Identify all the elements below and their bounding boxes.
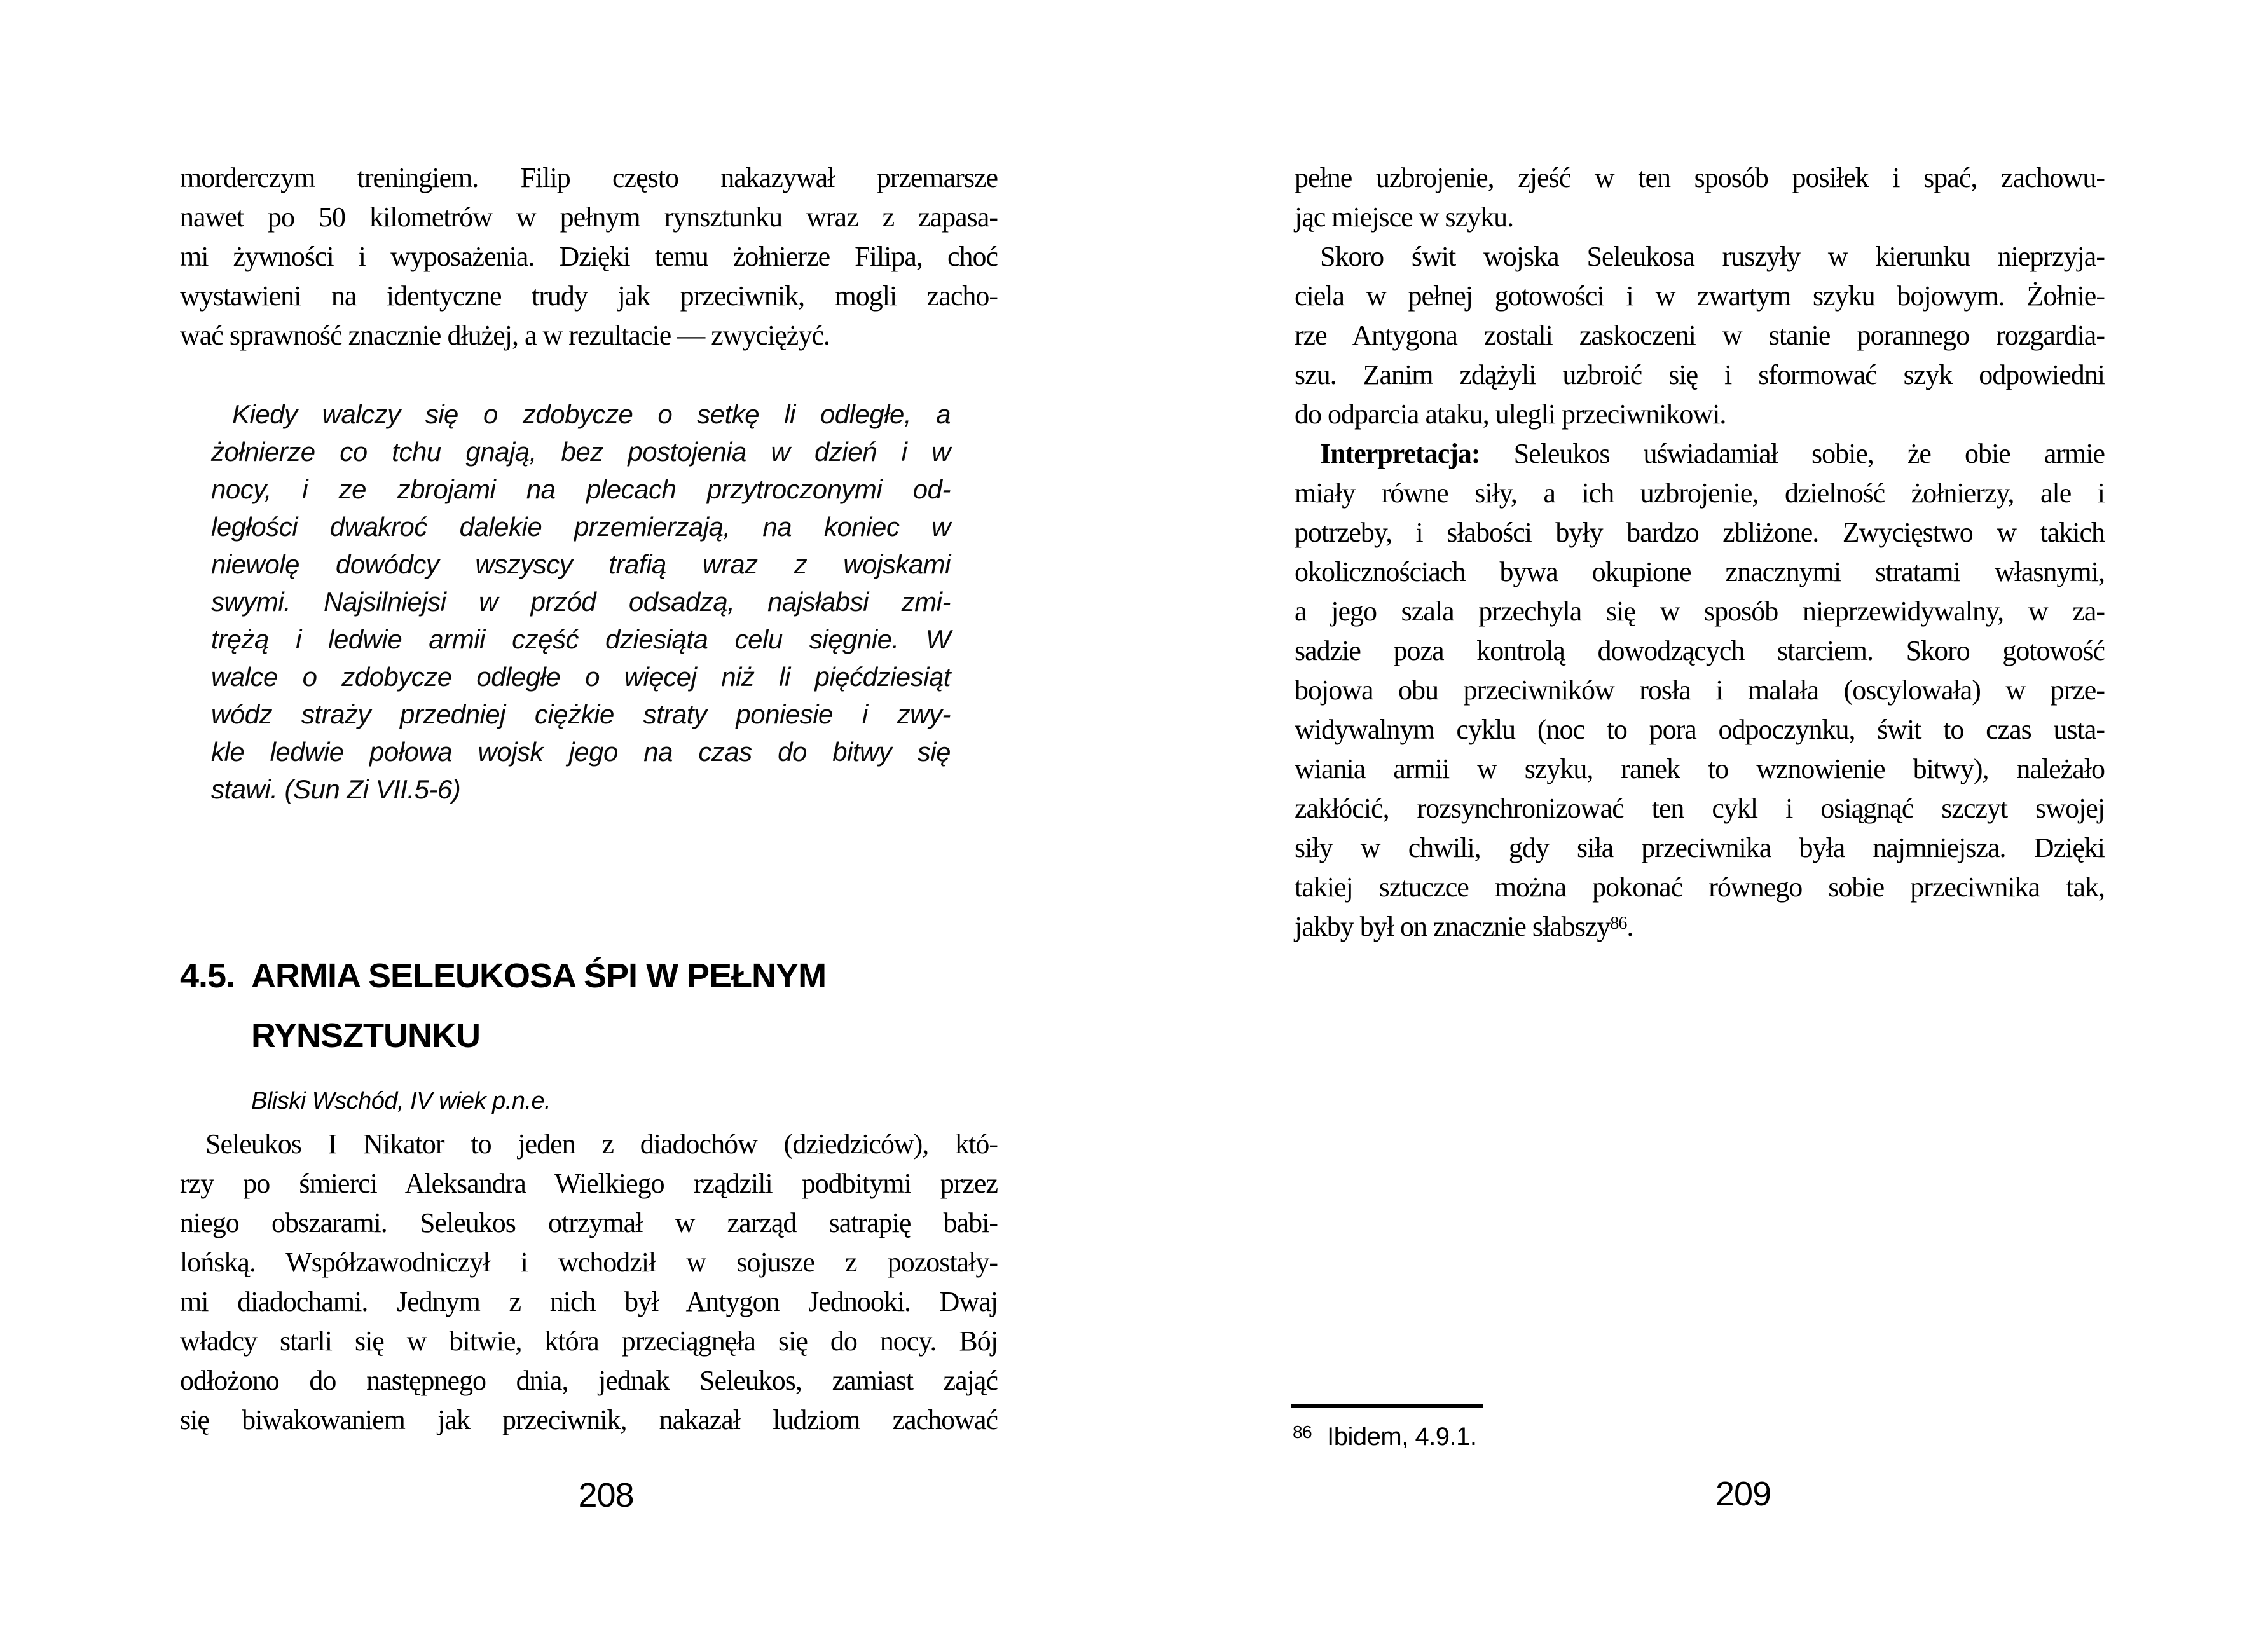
text-line: bojowa obu przeciwników rosła i malała (oscylowała) w prze- (1295, 675, 2105, 706)
text-line: lońską. Współzawodniczył i wchodził w sojusze z pozostały- (180, 1247, 998, 1278)
text-line: swymi. Najsilniejsi w przód odsadzą, najsłabsi zmi- (211, 587, 951, 617)
footnote (1293, 1420, 1477, 1453)
last-line-punct: . (1626, 911, 1633, 942)
text-line: Seleukos I Nikator to jeden z diadochów (dziedziców), któ- (205, 1128, 998, 1160)
text-line: stawi. (Sun Zi VII.5-6) (211, 774, 461, 804)
footnote-reference: 86 (1610, 914, 1627, 933)
text-line: siły w chwili, gdy siła przeciwnika była najmniejsza. Dzięki (1295, 832, 2105, 863)
text-line: okolicznościach bywa okupione znacznymi stratami własnymi, (1295, 556, 2105, 587)
text-line: morderczym treningiem. Filip często nakazywał przemarsze (180, 162, 998, 193)
text-line: odłożono do następnego dnia, jednak Seleukos, zamiast zająć (180, 1365, 998, 1396)
text-line: ciela w pełnej gotowości i w zwartym szyku bojowym. Żołnie- (1295, 280, 2105, 312)
text-line: wódz straży przedniej ciężkie straty poniesie i zwy- (211, 699, 951, 729)
text-line: Skoro świt wojska Seleukosa ruszyły w kierunku nieprzyja- (1320, 241, 2105, 272)
right-text-column (1295, 158, 2105, 947)
page-number-left: 208 (578, 1476, 634, 1514)
text-line: a jego szala przechyla się w sposób nieprzewidywalny, w za- (1295, 596, 2105, 627)
section-title-line1: ARMIA SELEUKOSA ŚPI W PEŁNYM (251, 957, 827, 995)
text-line: jąc miejsce w szyku. (1295, 202, 1514, 233)
text-line: niego obszarami. Seleukos otrzymał w zarząd satrapię babi- (180, 1207, 998, 1238)
text-line: potrzeby, i słabości były bardzo zbliżone. Zwycięstwo w takich (1295, 517, 2105, 548)
text-line: takiej sztuczce można pokonać równego sobie przeciwnika tak, (1295, 872, 2105, 903)
text-line: szu. Zanim zdążyli uzbroić się i sformować szyk odpowiedni (1295, 359, 2105, 390)
text-line: trężą i ledwie armii część dziesiąta celu sięgnie. W (211, 624, 951, 654)
text-line: żołnierze co tchu gnają, bez postojenia w dzień i w (211, 437, 951, 467)
text-line: Kiedy walczy się o zdobycze o setkę li odległe, a (232, 399, 951, 429)
text-line: zakłócić, rozsynchronizować ten cykl i osiągnąć szczyt swojej (1295, 793, 2105, 824)
text-line: nocy, i ze zbrojami na plecach przytroczonymi od- (211, 474, 951, 504)
lead-line-text: Seleukos uświadamiał sobie, że obie armie (1513, 438, 2105, 469)
paragraph-interpretation (1295, 434, 2105, 947)
text-line: się biwakowaniem jak przeciwnik, nakazał ludziom zachować (180, 1404, 998, 1435)
text-line: wystawieni na identyczne trudy jak przeciwnik, mogli zacho- (180, 280, 998, 312)
text-line: ległości dwakroć dalekie przemierzają, na koniec w (211, 512, 951, 542)
paragraph-seleukos-intro (180, 1125, 998, 1440)
text-line (1295, 434, 2105, 474)
text-line: rze Antygona zostali zaskoczeni w stanie porannego rozgardia- (1295, 320, 2105, 351)
text-line: do odparcia ataku, ulegli przeciwnikowi. (1295, 399, 1726, 430)
section-title-line2: RYNSZTUNKU (251, 1017, 480, 1055)
text-line: wiania armii w szyku, ranek to wznowienie bitwy), należało (1295, 753, 2105, 784)
text-line: władcy starli się w bitwie, która przeciągnęła się do nocy. Bój (180, 1325, 998, 1357)
footnote-marker: 86 (1293, 1422, 1312, 1442)
footnote-text: Ibidem, 4.9.1. (1327, 1423, 1477, 1451)
text-line: pełne uzbrojenie, zjeść w ten sposób posiłek i spać, zachowu- (1295, 162, 2105, 193)
text-line: rzy po śmierci Aleksandra Wielkiego rządzili podbitymi przez (180, 1168, 998, 1199)
section-heading (180, 946, 998, 1065)
text-line: mi diadochami. Jednym z nich był Antygon Jednooki. Dwaj (180, 1286, 998, 1317)
interpretation-label: Interpretacja: (1320, 438, 1480, 469)
section-subtitle: Bliski Wschód, IV wiek p.n.e. (251, 1088, 551, 1114)
section-number: 4.5. (180, 957, 235, 995)
text-line: mi żywności i wyposażenia. Dzięki temu żołnierze Filipa, choć (180, 241, 998, 272)
block-quote-sun-zi (211, 395, 951, 808)
interpretation-body (1295, 474, 2105, 907)
page-number-right: 209 (1715, 1475, 1771, 1513)
paragraph-continuation (180, 158, 998, 355)
text-line: wać sprawność znacznie dłużej, a w rezultacie — zwyciężyć. (180, 320, 830, 351)
text-line: sadzie poza kontrolą dowodzących starciem. Skoro gotowość (1295, 635, 2105, 666)
last-line-text: jakby był on znacznie słabszy (1295, 911, 1611, 942)
text-line: walce o zdobycze odległe o więcej niż li pięćdziesiąt (211, 662, 951, 692)
text-line: widywalnym cyklu (noc to pora odpoczynku, świt to czas usta- (1295, 714, 2105, 745)
text-line: nawet po 50 kilometrów w pełnym rynsztunku wraz z zapasa- (180, 202, 998, 233)
text-line: kle ledwie połowa wojsk jego na czas do bitwy się (211, 737, 951, 767)
footnote-rule (1291, 1404, 1483, 1408)
paragraph-continuation (1295, 158, 2105, 237)
heading-indent-spacer (180, 1006, 251, 1065)
text-line: niewolę dowódcy wszyscy trafią wraz z wojskami (211, 549, 951, 579)
paragraph-dawn-attack (1295, 237, 2105, 434)
text-line: miały równe siły, a ich uzbrojenie, dzielność żołnierzy, ale i (1295, 477, 2105, 509)
text-line (1295, 907, 2105, 947)
